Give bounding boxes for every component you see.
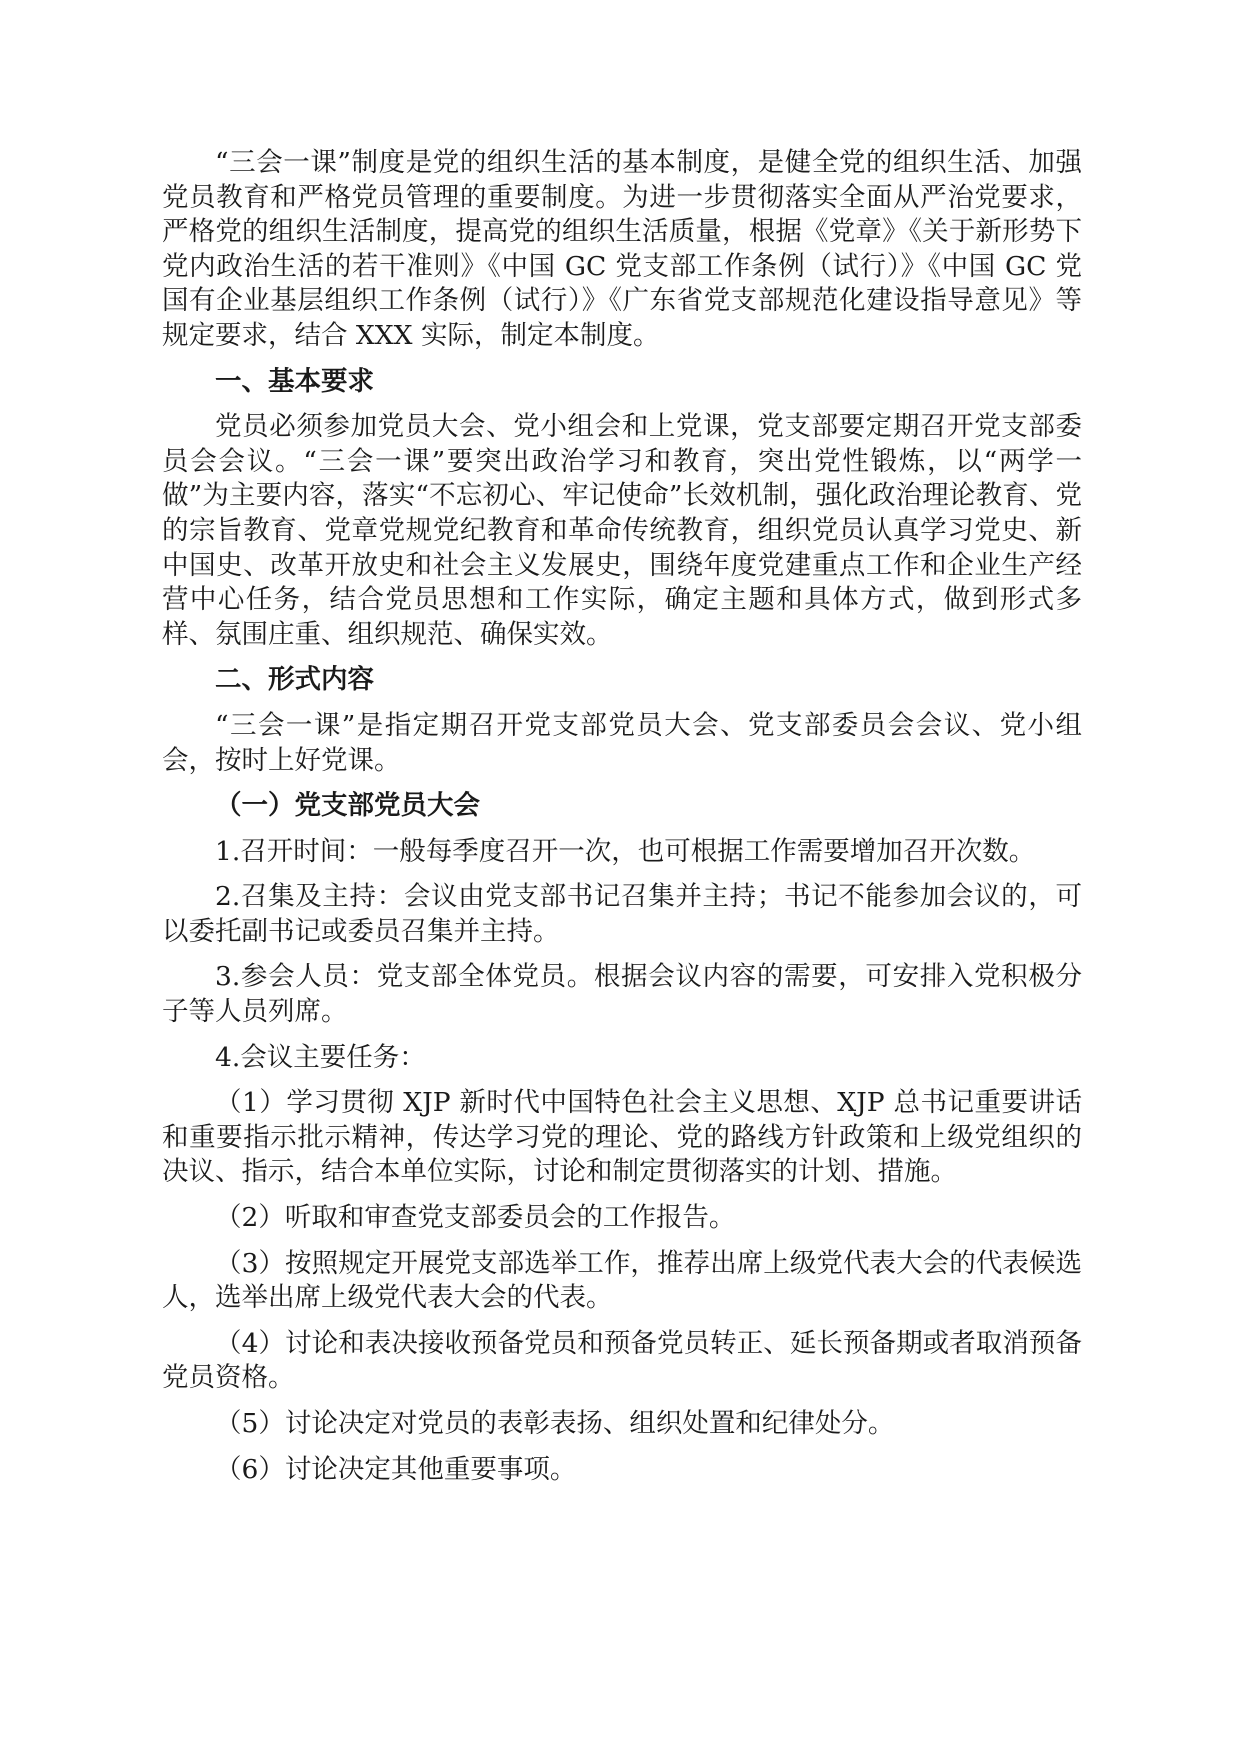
paragraph: （2）听取和审查党支部委员会的工作报告。: [215, 1202, 736, 1234]
section-heading: （一）党支部党员大会: [215, 790, 480, 822]
paragraph: （6）讨论决定其他重要事项。: [215, 1453, 577, 1485]
document-page: [162, 146, 1082, 1498]
paragraph: “三会一课”制度是党的组织生活的基本制度，是健全党的组织生活、加强党员教育和严格党员管理的重要制度。为进一步贯彻落实全面从严治党要求，严格党的组织生活制度，提高党的组织生活质量，根据《党章》《关于新形势下党内政治生活的若干准则》《中国 GC 党支部工作条例（试行）》《中国 GC 党国有企业基层组织工作条例（试行）》《广东省党支部规范化建设指导意见》等规定要求，结合 XXX 实际，制定本制度。: [162, 147, 1082, 351]
section-heading: 二、形式内容: [215, 664, 374, 696]
paragraph: “三会一课”是指定期召开党支部党员大会、党支部委员会会议、党小组会，按时上好党课。: [162, 709, 1082, 776]
paragraph: 3.参会人员：党支部全体党员。根据会议内容的需要，可安排入党积极分子等人员列席。: [162, 961, 1082, 1028]
paragraph: （5）讨论决定对党员的表彰表扬、组织处置和纪律处分。: [215, 1408, 895, 1439]
paragraph: （4）讨论和表决接收预备党员和预备党员转正、延长预备期或者取消预备党员资格。: [162, 1327, 1082, 1394]
paragraph: 2.召集及主持：会议由党支部书记召集并主持；书记不能参加会议的，可以委托副书记或委员召集并主持。: [162, 881, 1082, 947]
paragraph: （1）学习贯彻 XJP 新时代中国特色社会主义思想、XJP 总书记重要讲话和重要指示批示精神，传达学习党的理论、党的路线方针政策和上级党组织的决议、指示，结合本单位实际，讨论和制定贯彻落实的计划、措施。: [162, 1087, 1082, 1188]
section-heading: 一、基本要求: [215, 365, 374, 397]
paragraph: 党员必须参加党员大会、党小组会和上党课，党支部要定期召开党支部委员会会议。“三会一课”要突出政治学习和教育，突出党性锻炼，以“两学一做”为主要内容，落实“不忘初心、牢记使命”长效机制，强化政治理论教育、党的宗旨教育、党章党规党纪教育和革命传统教育，组织党员认真学习党史、新中国史、改革开放史和社会主义发展史，围绕年度党建重点工作和企业生产经营中心任务，结合党员思想和工作实际，确定主题和具体方式，做到形式多样、氛围庄重、组织规范、确保实效。: [162, 411, 1082, 650]
paragraph: （3）按照规定开展党支部选举工作，推荐出席上级党代表大会的代表候选人，选举出席上级党代表大会的代表。: [162, 1247, 1082, 1314]
paragraph: 4.会议主要任务：: [215, 1041, 426, 1073]
paragraph: 1.召开时间：一般每季度召开一次，也可根据工作需要增加召开次数。: [215, 835, 1036, 867]
